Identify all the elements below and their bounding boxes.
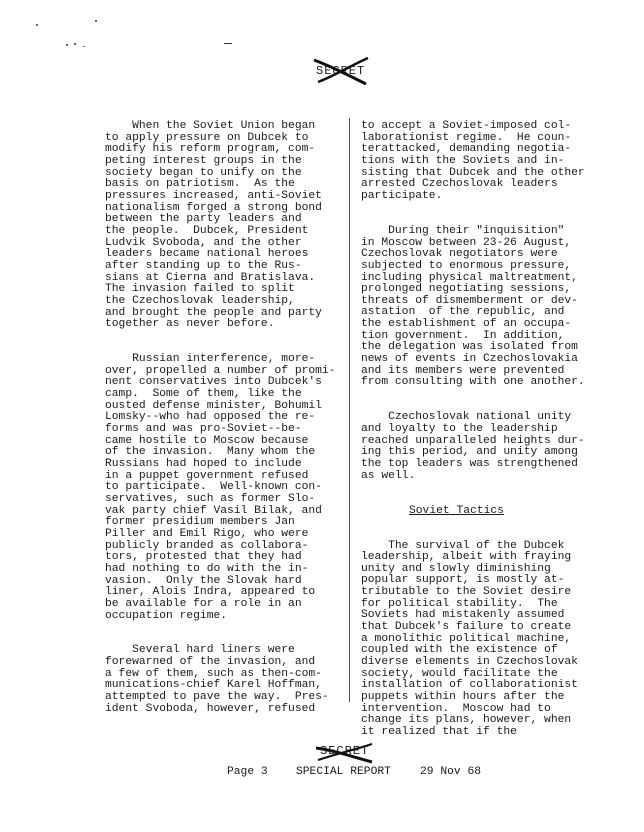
text-line: astation of the republic, and [361, 306, 565, 319]
text-line: news of events in Czechoslovakia [361, 353, 578, 366]
text-line: ident Svoboda, however, refused [105, 702, 316, 715]
paragraph [361, 412, 621, 482]
text-line: nationalism forged a strong bond [105, 201, 322, 214]
text-line: as well. [361, 469, 416, 482]
text-line: Several hard liners were [105, 644, 295, 657]
paragraph-gap [361, 529, 621, 541]
text-line: and brought the people and party [105, 306, 322, 319]
text-line: prolonged negotiating sessions, [361, 283, 572, 296]
text-line: leadership, albeit with fraying [361, 551, 572, 564]
text-line: forms and was pro-Soviet--be- [105, 423, 302, 436]
scan-speck [74, 43, 76, 45]
text-line: that Dubcek's failure to create [361, 621, 572, 634]
column-divider [349, 118, 350, 702]
text-line: had nothing to do with the in- [105, 562, 309, 575]
text-line: tions with the Soviets and in- [361, 154, 565, 167]
text-line: and its members were prevented [361, 364, 565, 377]
text-line: attempted to pave the way. Pres- [105, 691, 329, 704]
text-line: vasion. Only the Slovak hard [105, 574, 302, 587]
text-line: tors, protested that they had [105, 551, 302, 564]
paragraph-gap [105, 331, 345, 343]
text-line: including physical maltreatment, [361, 271, 578, 284]
text-line: to apply pressure on Dubcek to [105, 131, 309, 144]
text-line: Russian interference, more- [105, 353, 316, 366]
text-line: after standing up to the Rus- [105, 259, 302, 272]
text-line: Czechoslovak national unity [361, 411, 572, 424]
scan-speck [66, 44, 68, 46]
text-line: for political stability. The [361, 597, 558, 610]
scan-speck [224, 43, 232, 44]
text-line: a monolithic political machine, [361, 632, 572, 645]
text-line: the establishment of an occupa- [361, 318, 572, 331]
left-column [105, 121, 345, 715]
paragraph-gap [361, 203, 621, 215]
paragraph [361, 541, 621, 739]
strike-through-mark [310, 56, 372, 86]
footer-report-name: SPECIAL REPORT [296, 766, 391, 778]
text-line: peting interest groups in the [105, 154, 302, 167]
text-line: tion government. In addition, [361, 329, 565, 342]
scan-speck [83, 46, 85, 47]
text-line: installation of collaborationist [361, 679, 578, 692]
text-line: Lomsky--who had opposed the re- [105, 411, 316, 424]
text-line: Czechoslovak negotiators were [361, 248, 558, 261]
text-line: society began to unify on the [105, 166, 302, 179]
text-line: tributable to the Soviet desire [361, 586, 572, 599]
paragraph [105, 354, 345, 622]
text-line: Ludvik Svoboda, and the other [105, 236, 302, 249]
text-line: of the invasion. Many whom the [105, 446, 316, 459]
text-line: the delegation was isolated from [361, 341, 578, 354]
header-classification-text: SECRET [316, 64, 366, 78]
paragraph-gap [105, 622, 345, 634]
text-line: The survival of the Dubcek [361, 539, 565, 552]
text-line: the Czechoslovak leadership, [105, 294, 295, 307]
page-footer [227, 766, 482, 826]
text-line: over, propelled a number of promi- [105, 364, 336, 377]
text-line: former presidium members Jan [105, 516, 295, 529]
text-line: ing this period, and unity among [361, 446, 578, 459]
text-line: and loyalty to the leadership [361, 423, 558, 435]
text-line: reached unparalleled heights dur- [361, 434, 585, 447]
text-line: subjected to enormous pressure, [361, 259, 572, 272]
text-line: pressures increased, anti-Soviet [105, 189, 322, 202]
paragraph [105, 645, 345, 715]
text-line: together as never before. [105, 318, 275, 331]
text-line: Russians had hoped to include [105, 458, 302, 470]
paragraph-gap [361, 482, 621, 494]
footer-date: 29 Nov 68 [420, 766, 482, 778]
text-line: ousted defense minister, Bohumil [105, 399, 322, 412]
text-line: terattacked, demanding negotia- [361, 143, 572, 156]
text-line: in a puppet government refused [105, 469, 309, 482]
text-line: Soviets had mistakenly assumed [361, 609, 565, 622]
text-line: from consulting with one another. [361, 376, 585, 389]
text-line: Piller and Emil Rigo, who were [105, 527, 309, 540]
text-line: society, would facilitate the [361, 667, 558, 680]
text-line: publicly branded as collabora- [105, 539, 309, 552]
text-line: basis on patriotism. As the [105, 178, 295, 191]
text-line: nent conservatives into Dubcek's [105, 376, 322, 389]
text-line: unity and slowly diminishing [361, 562, 551, 575]
text-line: munications-chief Karel Hoffman, [105, 679, 322, 692]
text-line: it realized that if the [361, 726, 517, 738]
text-line: between the party leaders and [105, 213, 302, 226]
text-line: the people. Dubcek, President [105, 224, 309, 237]
paragraph [361, 121, 621, 203]
text-line: modify his reform program, com- [105, 143, 316, 156]
text-line: diverse elements in Czechoslovak [361, 656, 578, 669]
text-line: to participate. Well-known con- [105, 481, 322, 494]
text-line: be available for a role in an [105, 597, 302, 610]
paragraph-gap [361, 389, 621, 401]
text-line: vak party chief Vasil Bilak, and [105, 504, 322, 517]
text-line: puppets within hours after the [361, 691, 565, 704]
paragraph [105, 121, 345, 331]
text-line: laborationist regime. He coun- [361, 131, 572, 144]
strike-through-mark [314, 738, 376, 768]
text-line: forewarned of the invasion, and [105, 656, 316, 669]
text-line: During their "inquisition" [361, 224, 565, 237]
text-line: occupation regime. [105, 609, 228, 622]
section-heading-text: Soviet Tactics [409, 504, 504, 517]
footer-classification-text: SECRET [320, 744, 370, 758]
text-line: intervention. Moscow had to [361, 702, 551, 715]
text-line: camp. Some of them, like the [105, 388, 302, 401]
paragraph [361, 226, 621, 389]
text-line: change its plans, however, when [361, 714, 572, 727]
text-line: When the Soviet Union began [105, 120, 316, 132]
scan-speck [95, 20, 97, 22]
text-line: leaders became national heroes [105, 248, 309, 261]
text-line: popular support, is mostly at- [361, 574, 565, 587]
text-line: sisting that Dubcek and the other [361, 166, 585, 179]
text-line: a few of them, such as then-com- [105, 667, 322, 680]
right-column [361, 121, 621, 739]
footer-classification [320, 744, 369, 758]
footer-page-number: Page 3 [227, 766, 268, 778]
text-line: liner, Alois Indra, appeared to [105, 586, 316, 599]
text-line: to accept a Soviet-imposed col- [361, 120, 572, 132]
text-line: threats of dismemberment or dev- [361, 294, 578, 307]
text-line: in Moscow between 23-26 August, [361, 236, 572, 249]
text-line: participate. [361, 189, 443, 202]
header-classification [316, 64, 365, 78]
paragraph-gap [361, 517, 621, 529]
text-line: sians at Cierna and Bratislava. [105, 271, 316, 284]
text-line: the top leaders was strengthened [361, 457, 578, 470]
text-line: The invasion failed to split [105, 283, 295, 296]
section-heading [361, 506, 621, 518]
text-line: came hostile to Moscow because [105, 434, 309, 447]
text-line: arrested Czechoslovak leaders [361, 178, 558, 191]
text-line: servatives, such as former Slo- [105, 492, 316, 505]
text-line: coupled with the existence of [361, 644, 558, 657]
scan-speck [36, 24, 38, 26]
